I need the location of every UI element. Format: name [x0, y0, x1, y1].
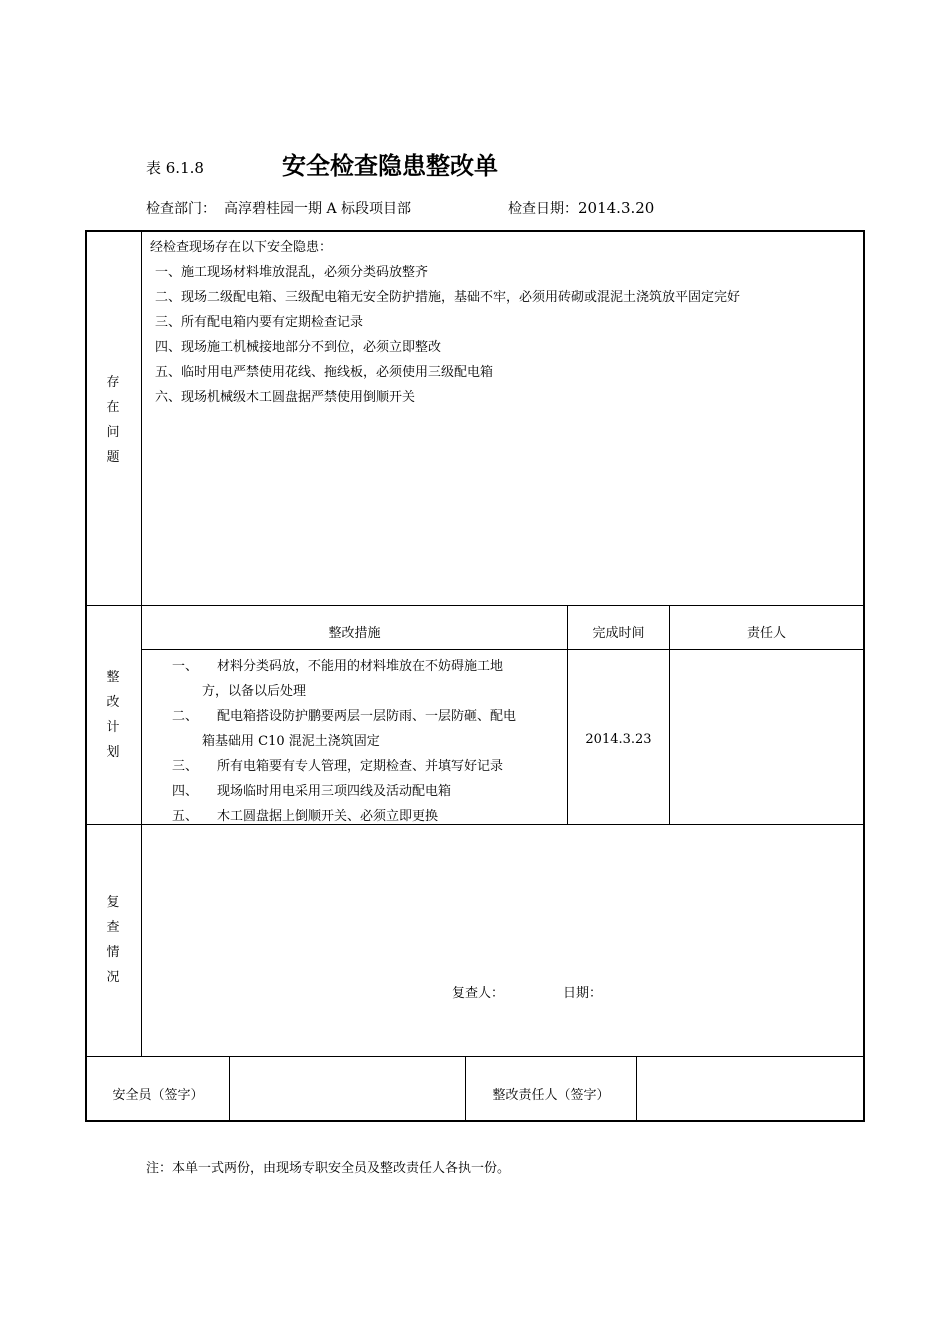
- label-char: 情: [106, 945, 120, 960]
- label-char: 问: [106, 425, 120, 440]
- problem-item: 四、现场施工机械接地部分不到位，必须立即整改: [155, 340, 442, 355]
- label-char: 查: [106, 920, 120, 935]
- measure-number: 一、: [172, 659, 199, 674]
- inspection-department: [146, 198, 411, 218]
- row-divider-1: [85, 605, 865, 606]
- problem-item: 二、现场二级配电箱、三级配电箱无安全防护措施，基础不牢，必须用砖砌或混泥土浇筑放平固定完好: [155, 290, 741, 305]
- label-char: 在: [106, 400, 120, 415]
- measure-number: 三、: [172, 759, 199, 774]
- problem-item: 一、施工现场材料堆放混乱，必须分类码放整齐: [155, 265, 429, 280]
- measure-line: 材料分类码放，不能用的材料堆放在不妨碍施工地: [217, 659, 504, 674]
- row-divider-2: [85, 824, 865, 825]
- col-header-time: 完成时间: [592, 626, 645, 641]
- table-border-left: [85, 230, 87, 1122]
- plan-header-divider: [141, 649, 865, 650]
- table-number: 表 6.1.8: [146, 159, 204, 177]
- plan-section-label: [103, 665, 123, 765]
- problems-intro: 经检查现场存在以下安全隐患：: [150, 240, 333, 255]
- table-border-right: [863, 230, 865, 1122]
- rectify-person-signature[interactable]: [638, 1058, 863, 1120]
- label-char: 复: [106, 895, 120, 910]
- table-border-top: [85, 230, 865, 232]
- safety-officer-signature[interactable]: [231, 1058, 465, 1120]
- col-header-measures: 整改措施: [328, 626, 381, 641]
- date-label: 检查日期：: [508, 201, 578, 217]
- measure-number: 四、: [172, 784, 199, 799]
- footer-note: 注：本单一式两份，由现场专职安全员及整改责任人各执一份。: [146, 1161, 511, 1176]
- measure-line: 配电箱搭设防护鹏要两层一层防雨、一层防砸、配电: [217, 709, 517, 724]
- review-section-label: [103, 890, 123, 990]
- label-column-divider: [141, 230, 142, 1057]
- label-char: 整: [106, 670, 120, 685]
- problem-item: 六、现场机械级木工圆盘据严禁使用倒顺开关: [155, 390, 416, 405]
- label-char: 改: [106, 695, 120, 710]
- label-char: 况: [106, 970, 120, 985]
- problems-section-label: [103, 370, 123, 470]
- inspection-date: [508, 198, 654, 218]
- dept-value: 高淳碧桂园一期 A 标段项目部: [224, 201, 412, 217]
- measure-line: 木工圆盘据上倒顺开关、必须立即更换: [217, 809, 439, 824]
- safety-officer-label: 安全员（签字）: [112, 1088, 204, 1103]
- label-char: 存: [106, 375, 120, 390]
- sig-col-divider-3: [636, 1056, 637, 1121]
- problem-item: 五、临时用电严禁使用花线、拖线板，必须使用三级配电箱: [155, 365, 494, 380]
- measure-line: 所有电箱要有专人管理，定期检查、并填写好记录: [217, 759, 504, 774]
- measure-line: 箱基础用 C10 混泥土浇筑固定: [202, 734, 380, 749]
- document-title: 安全检查隐患整改单: [282, 152, 498, 180]
- dept-label: 检查部门：: [146, 201, 216, 217]
- measure-number: 五、: [172, 809, 199, 824]
- measure-line: 现场临时用电采用三项四线及活动配电箱: [217, 784, 452, 799]
- date-value: 2014.3.20: [578, 199, 655, 217]
- label-char: 计: [106, 720, 120, 735]
- reviewer-label: 复查人：: [452, 986, 505, 1001]
- table-border-bottom: [85, 1120, 865, 1122]
- completion-time: 2014.3.23: [585, 732, 652, 747]
- sig-col-divider-1: [229, 1056, 230, 1121]
- label-char: 题: [106, 450, 120, 465]
- measure-line: 方，以备以后处理: [202, 684, 307, 699]
- col-header-person: 责任人: [746, 626, 786, 641]
- rectify-person-label: 整改责任人（签字）: [492, 1088, 610, 1103]
- row-divider-3: [85, 1056, 865, 1057]
- label-char: 划: [106, 745, 120, 760]
- problem-item: 三、所有配电箱内要有定期检查记录: [155, 315, 364, 330]
- measure-number: 二、: [172, 709, 199, 724]
- review-date-label: 日期：: [563, 986, 603, 1001]
